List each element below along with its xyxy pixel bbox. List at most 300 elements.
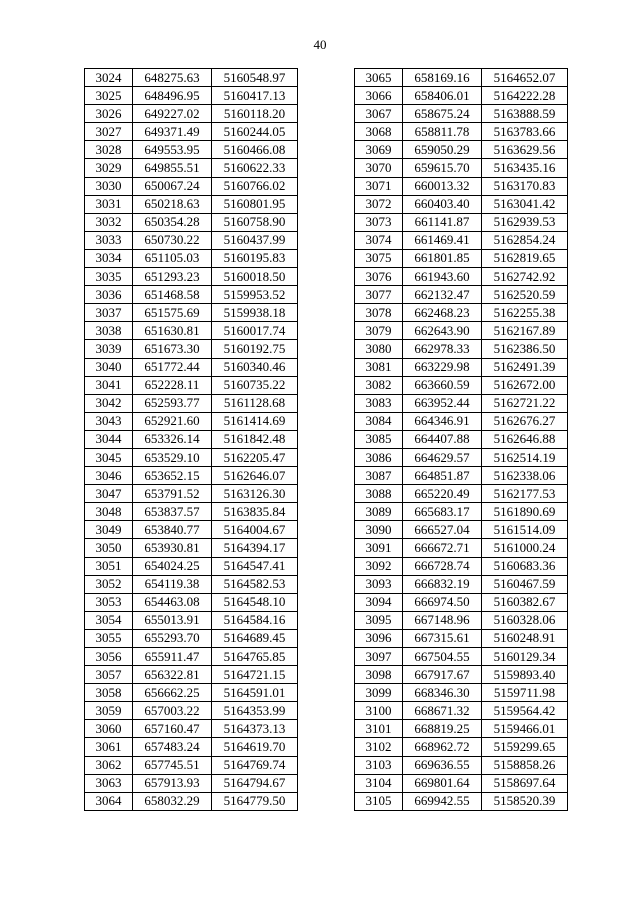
point-number-cell: 3089 <box>355 503 403 521</box>
table-row <box>355 557 568 575</box>
x-coordinate-cell: 652593.77 <box>133 394 212 412</box>
point-number-cell: 3105 <box>355 792 403 810</box>
page-number: 40 <box>313 37 327 52</box>
point-number-cell: 3095 <box>355 611 403 629</box>
x-coordinate-cell: 649371.49 <box>133 123 212 141</box>
y-coordinate-cell: 5162177.53 <box>482 485 568 503</box>
y-coordinate-cell: 5159893.40 <box>482 666 568 684</box>
point-number-cell: 3097 <box>355 648 403 666</box>
table-row <box>85 231 298 249</box>
table-row <box>355 231 568 249</box>
x-coordinate-cell: 666832.19 <box>403 575 482 593</box>
table-row <box>355 738 568 756</box>
y-coordinate-cell: 5160801.95 <box>212 195 298 213</box>
y-coordinate-cell: 5163435.16 <box>482 159 568 177</box>
point-number-cell: 3026 <box>85 105 133 123</box>
y-coordinate-cell: 5159299.65 <box>482 738 568 756</box>
x-coordinate-cell: 653326.14 <box>133 430 212 448</box>
y-coordinate-cell: 5160735.22 <box>212 376 298 394</box>
table-row <box>355 177 568 195</box>
y-coordinate-cell: 5160017.74 <box>212 322 298 340</box>
point-number-cell: 3044 <box>85 430 133 448</box>
table-row <box>85 738 298 756</box>
point-number-cell: 3039 <box>85 340 133 358</box>
table-row <box>355 268 568 286</box>
table-row <box>85 286 298 304</box>
table-row <box>85 792 298 810</box>
x-coordinate-cell: 662468.23 <box>403 304 482 322</box>
y-coordinate-cell: 5160548.97 <box>212 69 298 87</box>
point-number-cell: 3053 <box>85 593 133 611</box>
x-coordinate-cell: 664629.57 <box>403 448 482 466</box>
point-number-cell: 3104 <box>355 774 403 792</box>
y-coordinate-cell: 5158697.64 <box>482 774 568 792</box>
x-coordinate-cell: 651105.03 <box>133 249 212 267</box>
x-coordinate-cell: 653529.10 <box>133 448 212 466</box>
y-coordinate-cell: 5163783.66 <box>482 123 568 141</box>
y-coordinate-cell: 5162676.27 <box>482 412 568 430</box>
point-number-cell: 3102 <box>355 738 403 756</box>
table-row <box>85 666 298 684</box>
table-row <box>355 702 568 720</box>
point-number-cell: 3065 <box>355 69 403 87</box>
table-row <box>355 666 568 684</box>
table-row <box>85 177 298 195</box>
table-row <box>85 430 298 448</box>
table-row <box>85 213 298 231</box>
y-coordinate-cell: 5163835.84 <box>212 503 298 521</box>
table-row <box>355 792 568 810</box>
point-number-cell: 3069 <box>355 141 403 159</box>
point-number-cell: 3061 <box>85 738 133 756</box>
x-coordinate-cell: 668819.25 <box>403 720 482 738</box>
y-coordinate-cell: 5161414.69 <box>212 412 298 430</box>
point-number-cell: 3085 <box>355 430 403 448</box>
point-number-cell: 3078 <box>355 304 403 322</box>
x-coordinate-cell: 657003.22 <box>133 702 212 720</box>
point-number-cell: 3027 <box>85 123 133 141</box>
table-row <box>85 340 298 358</box>
point-number-cell: 3055 <box>85 629 133 647</box>
table-row <box>85 412 298 430</box>
x-coordinate-cell: 668962.72 <box>403 738 482 756</box>
table-row <box>355 629 568 647</box>
y-coordinate-cell: 5164373.13 <box>212 720 298 738</box>
x-coordinate-cell: 661943.60 <box>403 268 482 286</box>
y-coordinate-cell: 5160248.91 <box>482 629 568 647</box>
point-number-cell: 3076 <box>355 268 403 286</box>
table-row <box>355 213 568 231</box>
point-number-cell: 3064 <box>85 792 133 810</box>
y-coordinate-cell: 5164652.07 <box>482 69 568 87</box>
x-coordinate-cell: 651293.23 <box>133 268 212 286</box>
y-coordinate-cell: 5163126.30 <box>212 485 298 503</box>
x-coordinate-cell: 667917.67 <box>403 666 482 684</box>
x-coordinate-cell: 662978.33 <box>403 340 482 358</box>
x-coordinate-cell: 651468.58 <box>133 286 212 304</box>
point-number-cell: 3037 <box>85 304 133 322</box>
point-number-cell: 3077 <box>355 286 403 304</box>
point-number-cell: 3063 <box>85 774 133 792</box>
y-coordinate-cell: 5162338.06 <box>482 467 568 485</box>
y-coordinate-cell: 5160766.02 <box>212 177 298 195</box>
x-coordinate-cell: 649855.51 <box>133 159 212 177</box>
y-coordinate-cell: 5158858.26 <box>482 756 568 774</box>
point-number-cell: 3028 <box>85 141 133 159</box>
table-row <box>355 467 568 485</box>
table-row <box>355 69 568 87</box>
y-coordinate-cell: 5164394.17 <box>212 539 298 557</box>
y-coordinate-cell: 5160244.05 <box>212 123 298 141</box>
x-coordinate-cell: 658169.16 <box>403 69 482 87</box>
x-coordinate-cell: 658406.01 <box>403 87 482 105</box>
y-coordinate-cell: 5162514.19 <box>482 448 568 466</box>
point-number-cell: 3074 <box>355 231 403 249</box>
x-coordinate-cell: 651630.81 <box>133 322 212 340</box>
table-row <box>85 249 298 267</box>
point-number-cell: 3050 <box>85 539 133 557</box>
point-number-cell: 3047 <box>85 485 133 503</box>
y-coordinate-cell: 5161890.69 <box>482 503 568 521</box>
y-coordinate-cell: 5160195.83 <box>212 249 298 267</box>
y-coordinate-cell: 5164582.53 <box>212 575 298 593</box>
y-coordinate-cell: 5160382.67 <box>482 593 568 611</box>
x-coordinate-cell: 660403.40 <box>403 195 482 213</box>
table-row <box>355 575 568 593</box>
x-coordinate-cell: 657160.47 <box>133 720 212 738</box>
y-coordinate-cell: 5164591.01 <box>212 684 298 702</box>
y-coordinate-cell: 5160467.59 <box>482 575 568 593</box>
table-row <box>85 575 298 593</box>
point-number-cell: 3094 <box>355 593 403 611</box>
y-coordinate-cell: 5162520.59 <box>482 286 568 304</box>
y-coordinate-cell: 5162646.07 <box>212 467 298 485</box>
y-coordinate-cell: 5164548.10 <box>212 593 298 611</box>
table-row <box>85 756 298 774</box>
y-coordinate-cell: 5162854.24 <box>482 231 568 249</box>
y-coordinate-cell: 5164794.67 <box>212 774 298 792</box>
y-coordinate-cell: 5160328.06 <box>482 611 568 629</box>
point-number-cell: 3091 <box>355 539 403 557</box>
point-number-cell: 3088 <box>355 485 403 503</box>
x-coordinate-cell: 669636.55 <box>403 756 482 774</box>
table-row <box>355 448 568 466</box>
point-number-cell: 3099 <box>355 684 403 702</box>
table-row <box>355 358 568 376</box>
y-coordinate-cell: 5162205.47 <box>212 448 298 466</box>
y-coordinate-cell: 5160758.90 <box>212 213 298 231</box>
table-row <box>355 412 568 430</box>
x-coordinate-cell: 661141.87 <box>403 213 482 231</box>
table-row <box>355 141 568 159</box>
y-coordinate-cell: 5160437.99 <box>212 231 298 249</box>
table-row <box>85 159 298 177</box>
point-number-cell: 3052 <box>85 575 133 593</box>
y-coordinate-cell: 5162167.89 <box>482 322 568 340</box>
x-coordinate-cell: 666527.04 <box>403 521 482 539</box>
point-number-cell: 3049 <box>85 521 133 539</box>
y-coordinate-cell: 5162742.92 <box>482 268 568 286</box>
y-coordinate-cell: 5160192.75 <box>212 340 298 358</box>
point-number-cell: 3054 <box>85 611 133 629</box>
table-row <box>85 195 298 213</box>
y-coordinate-cell: 5162939.53 <box>482 213 568 231</box>
table-row <box>85 557 298 575</box>
table-row <box>85 720 298 738</box>
point-number-cell: 3048 <box>85 503 133 521</box>
x-coordinate-cell: 650067.24 <box>133 177 212 195</box>
table-row <box>85 684 298 702</box>
x-coordinate-cell: 666974.50 <box>403 593 482 611</box>
table-row <box>355 376 568 394</box>
y-coordinate-cell: 5158520.39 <box>482 792 568 810</box>
point-number-cell: 3051 <box>85 557 133 575</box>
y-coordinate-cell: 5162255.38 <box>482 304 568 322</box>
point-number-cell: 3101 <box>355 720 403 738</box>
point-number-cell: 3070 <box>355 159 403 177</box>
table-row <box>85 358 298 376</box>
x-coordinate-cell: 667315.61 <box>403 629 482 647</box>
x-coordinate-cell: 663229.98 <box>403 358 482 376</box>
point-number-cell: 3080 <box>355 340 403 358</box>
point-number-cell: 3038 <box>85 322 133 340</box>
table-row <box>85 702 298 720</box>
point-number-cell: 3073 <box>355 213 403 231</box>
x-coordinate-cell: 651772.44 <box>133 358 212 376</box>
point-number-cell: 3034 <box>85 249 133 267</box>
y-coordinate-cell: 5164769.74 <box>212 756 298 774</box>
point-number-cell: 3058 <box>85 684 133 702</box>
point-number-cell: 3098 <box>355 666 403 684</box>
table-row <box>85 123 298 141</box>
point-number-cell: 3043 <box>85 412 133 430</box>
table-row <box>355 322 568 340</box>
x-coordinate-cell: 665220.49 <box>403 485 482 503</box>
point-number-cell: 3086 <box>355 448 403 466</box>
x-coordinate-cell: 669942.55 <box>403 792 482 810</box>
x-coordinate-cell: 653930.81 <box>133 539 212 557</box>
x-coordinate-cell: 654119.38 <box>133 575 212 593</box>
table-row <box>85 611 298 629</box>
y-coordinate-cell: 5162646.88 <box>482 430 568 448</box>
point-number-cell: 3030 <box>85 177 133 195</box>
point-number-cell: 3083 <box>355 394 403 412</box>
y-coordinate-cell: 5163041.42 <box>482 195 568 213</box>
y-coordinate-cell: 5163170.83 <box>482 177 568 195</box>
table-row <box>355 340 568 358</box>
point-number-cell: 3033 <box>85 231 133 249</box>
x-coordinate-cell: 648496.95 <box>133 87 212 105</box>
y-coordinate-cell: 5159938.18 <box>212 304 298 322</box>
table-row <box>85 394 298 412</box>
point-number-cell: 3046 <box>85 467 133 485</box>
x-coordinate-cell: 653652.15 <box>133 467 212 485</box>
x-coordinate-cell: 657913.93 <box>133 774 212 792</box>
y-coordinate-cell: 5164689.45 <box>212 629 298 647</box>
table-row <box>85 304 298 322</box>
y-coordinate-cell: 5161842.48 <box>212 430 298 448</box>
x-coordinate-cell: 653840.77 <box>133 521 212 539</box>
x-coordinate-cell: 666728.74 <box>403 557 482 575</box>
table-row <box>85 448 298 466</box>
point-number-cell: 3081 <box>355 358 403 376</box>
point-number-cell: 3100 <box>355 702 403 720</box>
x-coordinate-cell: 656662.25 <box>133 684 212 702</box>
y-coordinate-cell: 5159953.52 <box>212 286 298 304</box>
x-coordinate-cell: 651575.69 <box>133 304 212 322</box>
point-number-cell: 3036 <box>85 286 133 304</box>
point-number-cell: 3057 <box>85 666 133 684</box>
x-coordinate-cell: 657745.51 <box>133 756 212 774</box>
x-coordinate-cell: 650730.22 <box>133 231 212 249</box>
table-row <box>355 521 568 539</box>
y-coordinate-cell: 5164004.67 <box>212 521 298 539</box>
y-coordinate-cell: 5164721.15 <box>212 666 298 684</box>
table-row <box>355 304 568 322</box>
x-coordinate-cell: 655911.47 <box>133 648 212 666</box>
point-number-cell: 3025 <box>85 87 133 105</box>
table-row <box>355 105 568 123</box>
table-row <box>85 648 298 666</box>
point-number-cell: 3075 <box>355 249 403 267</box>
point-number-cell: 3042 <box>85 394 133 412</box>
x-coordinate-cell: 653837.57 <box>133 503 212 521</box>
x-coordinate-cell: 664407.88 <box>403 430 482 448</box>
point-number-cell: 3031 <box>85 195 133 213</box>
table-row <box>355 430 568 448</box>
point-number-cell: 3084 <box>355 412 403 430</box>
y-coordinate-cell: 5162491.39 <box>482 358 568 376</box>
point-number-cell: 3062 <box>85 756 133 774</box>
y-coordinate-cell: 5161000.24 <box>482 539 568 557</box>
point-number-cell: 3060 <box>85 720 133 738</box>
x-coordinate-cell: 663952.44 <box>403 394 482 412</box>
x-coordinate-cell: 651673.30 <box>133 340 212 358</box>
point-number-cell: 3087 <box>355 467 403 485</box>
point-number-cell: 3029 <box>85 159 133 177</box>
x-coordinate-cell: 668346.30 <box>403 684 482 702</box>
y-coordinate-cell: 5160466.08 <box>212 141 298 159</box>
x-coordinate-cell: 663660.59 <box>403 376 482 394</box>
table-row <box>355 249 568 267</box>
x-coordinate-cell: 662643.90 <box>403 322 482 340</box>
x-coordinate-cell: 664346.91 <box>403 412 482 430</box>
table-row <box>355 539 568 557</box>
table-row <box>355 684 568 702</box>
table-row <box>85 105 298 123</box>
y-coordinate-cell: 5163888.59 <box>482 105 568 123</box>
x-coordinate-cell: 655293.70 <box>133 629 212 647</box>
table-row <box>355 123 568 141</box>
x-coordinate-cell: 662132.47 <box>403 286 482 304</box>
y-coordinate-cell: 5163629.56 <box>482 141 568 159</box>
point-number-cell: 3040 <box>85 358 133 376</box>
table-row <box>85 521 298 539</box>
y-coordinate-cell: 5160417.13 <box>212 87 298 105</box>
table-row <box>355 394 568 412</box>
point-number-cell: 3035 <box>85 268 133 286</box>
table-row <box>355 503 568 521</box>
y-coordinate-cell: 5164584.16 <box>212 611 298 629</box>
point-number-cell: 3068 <box>355 123 403 141</box>
x-coordinate-cell: 648275.63 <box>133 69 212 87</box>
table-row <box>355 87 568 105</box>
x-coordinate-cell: 650354.28 <box>133 213 212 231</box>
x-coordinate-cell: 669801.64 <box>403 774 482 792</box>
table-row <box>85 539 298 557</box>
table-row <box>85 774 298 792</box>
table-row <box>85 141 298 159</box>
y-coordinate-cell: 5164619.70 <box>212 738 298 756</box>
x-coordinate-cell: 656322.81 <box>133 666 212 684</box>
x-coordinate-cell: 649227.02 <box>133 105 212 123</box>
table-row <box>85 485 298 503</box>
x-coordinate-cell: 667504.55 <box>403 648 482 666</box>
x-coordinate-cell: 659050.29 <box>403 141 482 159</box>
table-row <box>85 629 298 647</box>
x-coordinate-cell: 668671.32 <box>403 702 482 720</box>
table-row <box>85 376 298 394</box>
x-coordinate-cell: 658675.24 <box>403 105 482 123</box>
point-number-cell: 3056 <box>85 648 133 666</box>
x-coordinate-cell: 659615.70 <box>403 159 482 177</box>
x-coordinate-cell: 649553.95 <box>133 141 212 159</box>
point-number-cell: 3024 <box>85 69 133 87</box>
y-coordinate-cell: 5159711.98 <box>482 684 568 702</box>
x-coordinate-cell: 652228.11 <box>133 376 212 394</box>
table-row <box>85 322 298 340</box>
coordinates-table-left <box>84 68 298 811</box>
table-row <box>85 87 298 105</box>
y-coordinate-cell: 5164222.28 <box>482 87 568 105</box>
x-coordinate-cell: 664851.87 <box>403 467 482 485</box>
point-number-cell: 3092 <box>355 557 403 575</box>
point-number-cell: 3090 <box>355 521 403 539</box>
x-coordinate-cell: 652921.60 <box>133 412 212 430</box>
table-row <box>355 159 568 177</box>
y-coordinate-cell: 5160129.34 <box>482 648 568 666</box>
y-coordinate-cell: 5161128.68 <box>212 394 298 412</box>
x-coordinate-cell: 657483.24 <box>133 738 212 756</box>
table-row <box>355 648 568 666</box>
table-row <box>355 720 568 738</box>
x-coordinate-cell: 661469.41 <box>403 231 482 249</box>
table-row <box>355 611 568 629</box>
y-coordinate-cell: 5160340.46 <box>212 358 298 376</box>
table-row <box>355 485 568 503</box>
x-coordinate-cell: 655013.91 <box>133 611 212 629</box>
table-row <box>355 756 568 774</box>
table-row <box>85 467 298 485</box>
y-coordinate-cell: 5160018.50 <box>212 268 298 286</box>
x-coordinate-cell: 654463.08 <box>133 593 212 611</box>
point-number-cell: 3103 <box>355 756 403 774</box>
x-coordinate-cell: 666672.71 <box>403 539 482 557</box>
y-coordinate-cell: 5162386.50 <box>482 340 568 358</box>
y-coordinate-cell: 5164547.41 <box>212 557 298 575</box>
point-number-cell: 3079 <box>355 322 403 340</box>
y-coordinate-cell: 5164779.50 <box>212 792 298 810</box>
y-coordinate-cell: 5159564.42 <box>482 702 568 720</box>
table-row <box>355 774 568 792</box>
x-coordinate-cell: 667148.96 <box>403 611 482 629</box>
table-row <box>355 593 568 611</box>
x-coordinate-cell: 650218.63 <box>133 195 212 213</box>
y-coordinate-cell: 5161514.09 <box>482 521 568 539</box>
y-coordinate-cell: 5162721.22 <box>482 394 568 412</box>
x-coordinate-cell: 653791.52 <box>133 485 212 503</box>
x-coordinate-cell: 661801.85 <box>403 249 482 267</box>
